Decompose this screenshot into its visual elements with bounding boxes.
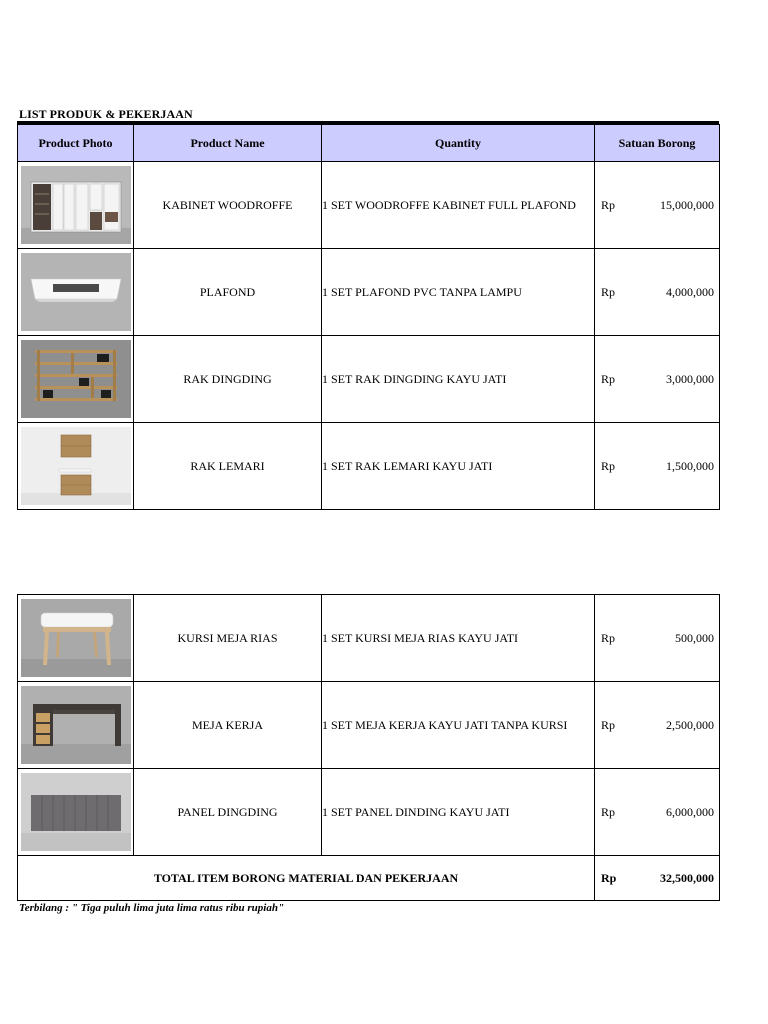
table-header-row <box>18 125 720 162</box>
price-value: 2,500,000 <box>666 717 714 732</box>
product-table-top <box>17 124 720 510</box>
total-currency-label: Rp <box>601 870 617 885</box>
product-price-cell <box>595 423 720 510</box>
wall-panel-photo <box>21 773 131 851</box>
header-product-name: Product Name <box>134 125 322 162</box>
product-photo-cell <box>18 336 134 423</box>
wall-cabinet-photo <box>21 427 131 505</box>
product-name: PANEL DINGDING <box>134 769 322 856</box>
currency-label: Rp <box>601 630 616 645</box>
currency-label: Rp <box>601 371 616 386</box>
price-value: 500,000 <box>675 630 714 645</box>
total-price-cell <box>595 856 720 901</box>
product-name: MEJA KERJA <box>134 682 322 769</box>
product-photo-cell <box>18 769 134 856</box>
product-name: RAK DINGDING <box>134 336 322 423</box>
wall-shelf-photo <box>21 340 131 418</box>
product-quantity: 1 SET RAK DINGDING KAYU JATI <box>322 336 595 423</box>
price-value: 3,000,000 <box>666 371 714 386</box>
product-price-cell <box>595 595 720 682</box>
total-row <box>18 856 720 901</box>
currency-label: Rp <box>601 197 616 212</box>
currency-label: Rp <box>601 717 616 732</box>
product-photo-cell <box>18 682 134 769</box>
table-row <box>18 682 720 769</box>
price-value: 1,500,000 <box>666 458 714 473</box>
currency-label: Rp <box>601 804 616 819</box>
header-quantity: Quantity <box>322 125 595 162</box>
product-quantity: 1 SET PLAFOND PVC TANPA LAMPU <box>322 249 595 336</box>
product-name: KABINET WOODROFFE <box>134 162 322 249</box>
product-quantity: 1 SET WOODROFFE KABINET FULL PLAFOND <box>322 162 595 249</box>
total-amount: 32,500,000 <box>660 870 714 885</box>
product-quantity: 1 SET MEJA KERJA KAYU JATI TANPA KURSI <box>322 682 595 769</box>
product-quantity: 1 SET KURSI MEJA RIAS KAYU JATI <box>322 595 595 682</box>
currency-label: Rp <box>601 458 616 473</box>
product-price-cell <box>595 162 720 249</box>
total-label: TOTAL ITEM BORONG MATERIAL DAN PEKERJAAN <box>18 856 595 901</box>
table-row <box>18 769 720 856</box>
amount-in-words: Terbilang : " Tiga puluh lima juta lima ratus ribu rupiah" <box>19 902 285 914</box>
product-quantity: 1 SET PANEL DINDING KAYU JATI <box>322 769 595 856</box>
product-price-cell <box>595 769 720 856</box>
ceiling-plafond-photo <box>21 253 131 331</box>
table-row <box>18 249 720 336</box>
product-photo-cell <box>18 423 134 510</box>
header-product-photo: Product Photo <box>18 125 134 162</box>
header-satuan-borong: Satuan Borong <box>595 125 720 162</box>
table-row <box>18 162 720 249</box>
price-value: 15,000,000 <box>660 197 714 212</box>
product-table-bottom <box>17 594 720 901</box>
product-name: PLAFOND <box>134 249 322 336</box>
vanity-stool-photo <box>21 599 131 677</box>
product-quantity: 1 SET RAK LEMARI KAYU JATI <box>322 423 595 510</box>
price-value: 6,000,000 <box>666 804 714 819</box>
product-name: KURSI MEJA RIAS <box>134 595 322 682</box>
product-photo-cell <box>18 595 134 682</box>
product-photo-cell <box>18 162 134 249</box>
table-row <box>18 423 720 510</box>
table-row <box>18 595 720 682</box>
price-value: 4,000,000 <box>666 284 714 299</box>
product-price-cell <box>595 249 720 336</box>
table-row <box>18 336 720 423</box>
product-photo-cell <box>18 249 134 336</box>
product-price-cell <box>595 336 720 423</box>
product-price-cell <box>595 682 720 769</box>
product-name: RAK LEMARI <box>134 423 322 510</box>
wardrobe-cabinet-photo <box>21 166 131 244</box>
work-desk-photo <box>21 686 131 764</box>
currency-label: Rp <box>601 284 616 299</box>
document-title: LIST PRODUK & PEKERJAAN <box>19 107 193 121</box>
